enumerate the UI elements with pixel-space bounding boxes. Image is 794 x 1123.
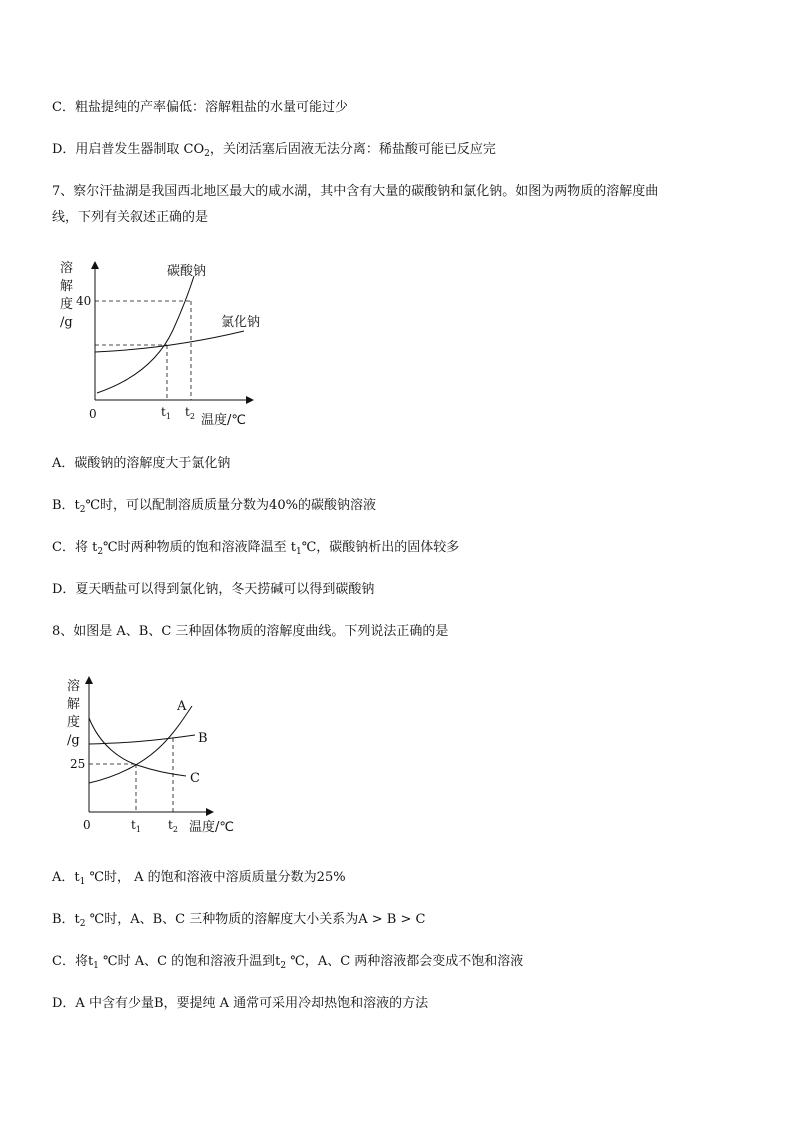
q7-ytick-40: 40 (76, 294, 92, 308)
q7-ylabel-4: /g (60, 315, 73, 330)
q8-option-a: A．$t_1$ ℃时， A 的饱和溶液中溶质质量分数为25% (52, 870, 346, 887)
q7-option-c: C．将 $t_2℃$时两种物质的饱和溶液降温至 $t_1℃$，碳酸钠析出的固体较多 (52, 540, 460, 557)
q6-option-d: D．用启普发生器制取 $CO_2$，关闭活塞后固液无法分离：稀盐酸可能已反应完 (52, 142, 496, 159)
q8-origin: 0 (83, 818, 91, 832)
q7-xtick-t2: $t_2$ (185, 405, 195, 421)
q8-solubility-graph (0, 660, 794, 840)
q8-label-c: C (190, 771, 200, 786)
q7-xtick-t1: $t_1$ (161, 405, 171, 421)
q7-xlabel: 温度/℃ (201, 413, 246, 428)
q6-option-c: C．粗盐提纯的产率偏低：溶解粗盐的水量可能过少 (52, 100, 348, 115)
q8-xtick-t1: $t_1$ (131, 818, 141, 834)
q7-ylabel-2: 解 (60, 279, 74, 294)
q8-stem: 8、如图是 A、B、C 三种固体物质的溶解度曲线。下列说法正确的是 (52, 624, 449, 639)
q7-origin: 0 (89, 407, 97, 421)
q8-option-c: C．将$t_1$ ℃时 A、C 的饱和溶液升温到$t_2$ ℃，A、C 两种溶液都会变成不饱和溶液 (52, 954, 524, 971)
q8-xtick-t2: $t_2$ (168, 818, 178, 834)
q8-curve-a (89, 706, 192, 783)
q8-ylabel-2: 解 (67, 697, 81, 712)
q7-option-a: A．碳酸钠的溶解度大于氯化钠 (52, 456, 231, 471)
q7-option-b: B．$t_2℃$时，可以配制溶质质量分数为40%的碳酸钠溶液 (52, 498, 376, 515)
q8-xlabel: 温度/℃ (189, 820, 234, 835)
q8-option-b: B．$t_2$ ℃时，A、B、C 三种物质的溶解度大小关系为A > B > C (52, 912, 426, 929)
q7-stem-line1: 7、察尔汗盐湖是我国西北地区最大的咸水湖，其中含有大量的碳酸钠和氯化钠。如图为两物质的溶解度曲 (52, 184, 659, 199)
q7-option-d: D．夏天晒盐可以得到氯化钠，冬天捞碱可以得到碳酸钠 (52, 582, 375, 597)
q8-option-d: D．A 中含有少量B，要提纯 A 通常可采用冷却热饱和溶液的方法 (52, 996, 429, 1011)
q8-ytick-25: 25 (70, 757, 86, 771)
q8-ylabel-1: 溶 (67, 679, 81, 694)
q7-ylabel-1: 溶 (60, 261, 74, 276)
q7-label-sodium-carbonate: 碳酸钠 (167, 264, 207, 279)
q8-label-a: A (177, 699, 187, 714)
q8-ylabel-3: 度 (67, 715, 81, 730)
q7-curve-sodium-carbonate (97, 276, 194, 393)
q7-stem-line2: 线，下列有关叙述正确的是 (52, 210, 209, 225)
q7-solubility-graph (0, 0, 794, 440)
q8-curve-c (89, 718, 186, 776)
q8-label-b: B (198, 731, 208, 746)
q8-ylabel-4: /g (67, 733, 80, 748)
q8-curve-b (89, 735, 195, 744)
q7-curve-sodium-chloride (95, 331, 244, 352)
q7-ylabel-3: 度 (60, 297, 74, 312)
q7-label-sodium-chloride: 氯化钠 (221, 315, 261, 330)
